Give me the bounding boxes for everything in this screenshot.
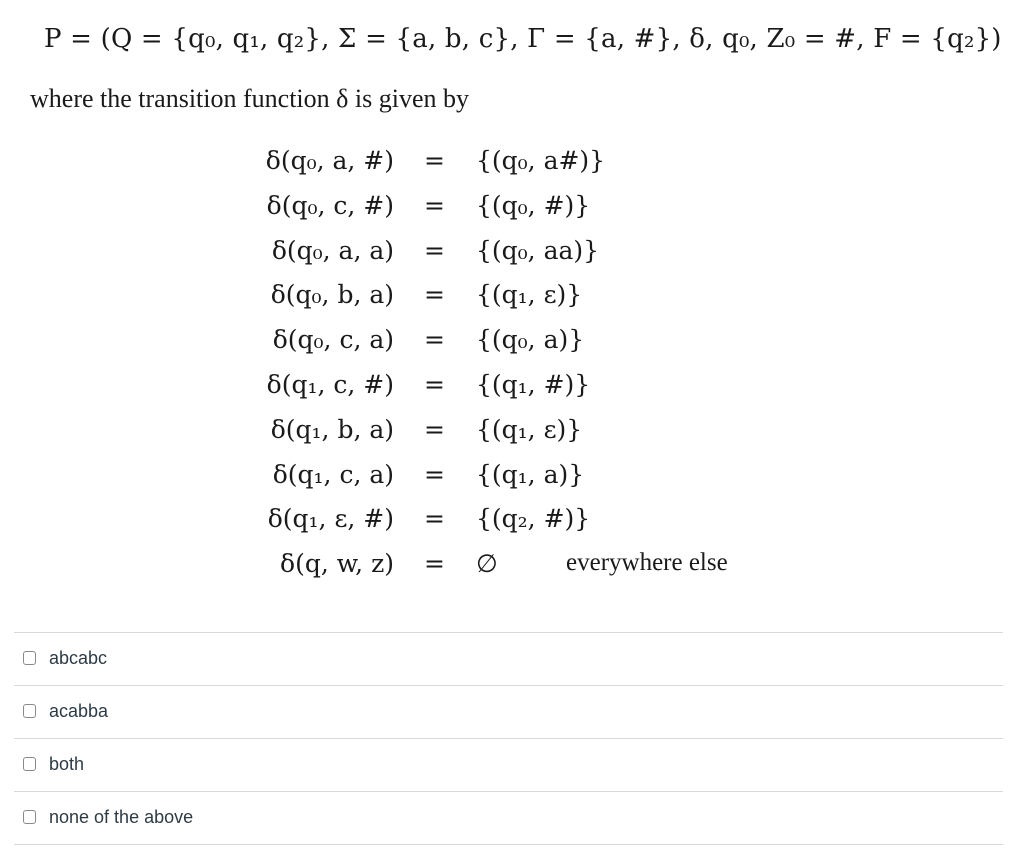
transition-note: everywhere else — [566, 549, 728, 577]
transition-rhs: ∅ — [476, 549, 498, 579]
transition-row — [230, 278, 790, 323]
transition-equals: = — [424, 549, 445, 579]
transition-row — [230, 502, 790, 547]
transition-rhs: {(q₁, #)} — [476, 369, 591, 399]
answer-options — [14, 632, 1003, 845]
transition-row — [230, 144, 790, 189]
transition-rhs: {(q₀, a)} — [476, 325, 585, 355]
transition-equals: = — [424, 146, 445, 175]
transition-lhs: δ(q, w, z) — [280, 549, 394, 579]
option-none-of-the-above[interactable] — [14, 792, 1003, 845]
transition-lhs: δ(q₀, b, a) — [270, 280, 394, 310]
transition-equals: = — [424, 504, 445, 534]
transition-rhs: {(q₁, a)} — [476, 459, 585, 489]
option-checkbox[interactable] — [23, 810, 36, 824]
transition-row — [230, 234, 790, 279]
transition-row — [230, 368, 790, 413]
transition-rhs: {(q₁, ε)} — [476, 280, 583, 310]
transition-equals: = — [424, 414, 445, 444]
transition-equals: = — [424, 280, 445, 310]
pda-definition: P = (Q = {q₀, q₁, q₂}, Σ = {a, b, c}, Γ = {a, #}, δ, q₀, Z₀ = #, F = {q₂}) — [44, 24, 1002, 54]
option-label[interactable]: acabba — [49, 701, 109, 721]
option-label[interactable]: both — [49, 754, 85, 774]
option-checkbox[interactable] — [23, 704, 36, 718]
transition-rhs: {(q₀, #)} — [476, 190, 591, 220]
transition-lhs: δ(q₀, a, a) — [271, 235, 394, 265]
transition-table — [230, 144, 790, 592]
option-checkbox[interactable] — [23, 757, 36, 771]
transition-row — [230, 458, 790, 503]
transition-equals: = — [424, 190, 445, 220]
option-label[interactable]: none of the above — [49, 807, 194, 827]
transition-lhs: δ(q₁, c, #) — [266, 369, 394, 399]
option-acabba[interactable] — [14, 686, 1003, 739]
option-label[interactable]: abcabc — [49, 648, 108, 668]
transition-lhs: δ(q₁, b, a) — [270, 414, 394, 444]
transition-lhs: δ(q₁, ε, #) — [267, 504, 394, 534]
transition-equals: = — [424, 459, 445, 489]
transition-lhs: δ(q₀, a, #) — [265, 146, 394, 175]
transition-row — [230, 547, 790, 592]
transition-rhs: {(q₀, a#)} — [476, 146, 606, 175]
transition-row — [230, 413, 790, 458]
transition-rhs: {(q₂, #)} — [476, 504, 591, 534]
transition-row — [230, 189, 790, 234]
transition-rhs: {(q₀, aa)} — [476, 235, 600, 265]
transition-lhs: δ(q₀, c, #) — [266, 190, 394, 220]
transition-lhs: δ(q₁, c, a) — [272, 459, 394, 489]
transition-row — [230, 323, 790, 368]
transition-equals: = — [424, 325, 445, 355]
transition-lhs: δ(q₀, c, a) — [272, 325, 394, 355]
option-both[interactable] — [14, 739, 1003, 792]
transition-equals: = — [424, 369, 445, 399]
transition-equals: = — [424, 235, 445, 265]
option-abcabc[interactable] — [14, 633, 1003, 686]
option-checkbox[interactable] — [23, 651, 36, 665]
transition-intro: where the transition function δ is given by — [30, 84, 469, 113]
transition-rhs: {(q₁, ε)} — [476, 414, 583, 444]
